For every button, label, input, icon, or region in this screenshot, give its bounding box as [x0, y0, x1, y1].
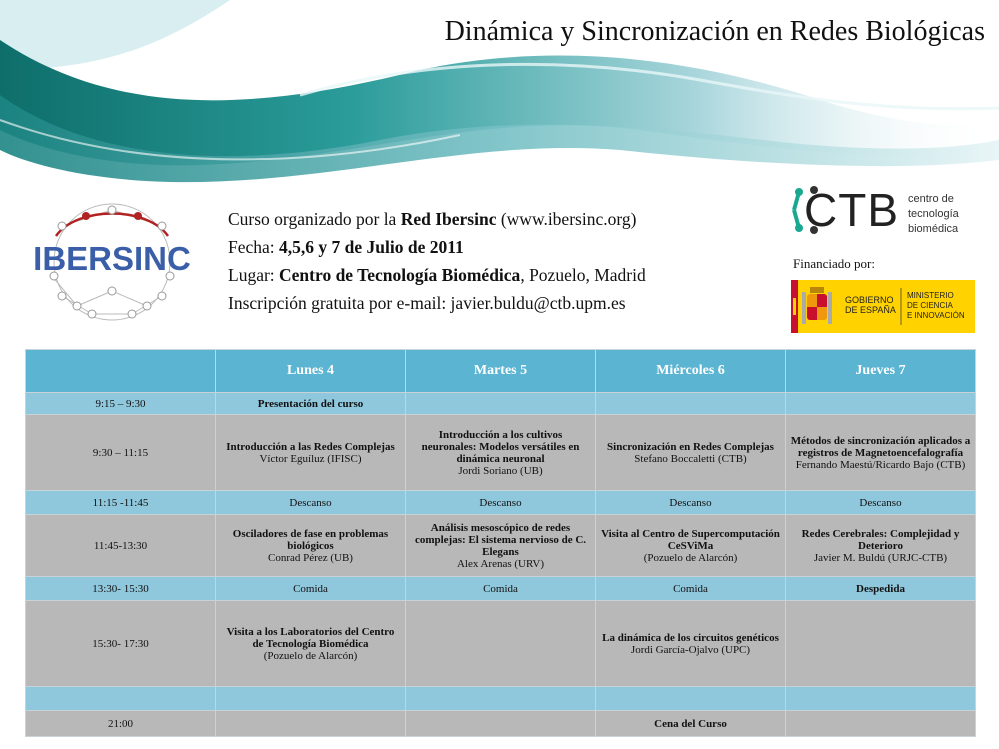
header-day-4: Jueves 7 — [786, 350, 976, 393]
session-cell: Visita a los Laboratorios del Centro de Tecnología Biomédica (Pozuelo de Alarcón) — [216, 601, 406, 687]
svg-text:GOBIERNO: GOBIERNO — [845, 295, 894, 305]
session-cell: Introducción a las Redes Complejas Víctor Eguíluz (IFISC) — [216, 415, 406, 491]
table-row — [26, 515, 976, 577]
session-cell: Redes Cerebrales: Complejidad y Deterioro Javier M. Buldú (URJC-CTB) — [786, 515, 976, 577]
ctb-text-2: tecnología — [908, 208, 959, 220]
empty-cell — [406, 687, 596, 711]
header-day-3: Miércoles 6 — [596, 350, 786, 393]
info-line-organizer: Curso organizado por la Red Ibersinc (www.ibersinc.org) — [228, 209, 637, 229]
session-cell: Cena del Curso — [596, 711, 786, 737]
time-cell: 21:00 — [26, 711, 216, 737]
info-line-date: Fecha: 4,5,6 y 7 de Julio de 2011 — [228, 237, 464, 257]
time-cell: 9:30 – 11:15 — [26, 415, 216, 491]
ctb-mark: CTB — [804, 184, 899, 236]
empty-cell — [786, 711, 976, 737]
empty-cell — [406, 601, 596, 687]
empty-cell — [406, 711, 596, 737]
info-line-place: Lugar: Centro de Tecnología Biomédica, Pozuelo, Madrid — [228, 265, 646, 285]
session-cell: Comida — [596, 577, 786, 601]
time-cell: 9:15 – 9:30 — [26, 393, 216, 415]
course-info — [228, 205, 646, 317]
session-cell: Sincronización en Redes Complejas Stefano Boccaletti (CTB) — [596, 415, 786, 491]
empty-cell — [216, 711, 406, 737]
empty-cell — [216, 687, 406, 711]
empty-cell — [596, 393, 786, 415]
ibersinc-logo — [22, 196, 202, 326]
svg-text:DE ESPAÑA: DE ESPAÑA — [845, 305, 896, 315]
schedule-table — [25, 349, 976, 737]
empty-cell — [786, 393, 976, 415]
ctb-logo — [790, 180, 980, 242]
session-cell: Descanso — [216, 491, 406, 515]
empty-cell — [406, 393, 596, 415]
ibersinc-wordmark: IBERSINC — [33, 240, 191, 277]
financiado-label: Financiado por: — [793, 256, 875, 271]
header-day-2: Martes 5 — [406, 350, 596, 393]
session-cell: Presentación del curso — [216, 393, 406, 415]
empty-cell — [786, 687, 976, 711]
time-cell: 11:45-13:30 — [26, 515, 216, 577]
table-row — [26, 393, 976, 415]
empty-cell — [26, 687, 216, 711]
time-cell: 11:15 -11:45 — [26, 491, 216, 515]
time-cell: 15:30- 17:30 — [26, 601, 216, 687]
gobierno-logo — [791, 280, 975, 333]
table-row — [26, 415, 976, 491]
table-row — [26, 491, 976, 515]
info-line-registration: Inscripción gratuita por e-mail: javier.buldu@ctb.upm.es — [228, 293, 626, 313]
empty-cell — [596, 687, 786, 711]
session-cell: Análisis mesoscópico de redes complejas: El sistema nervioso de C. Elegans Alex Arenas (URV) — [406, 515, 596, 577]
session-cell: La dinámica de los circuitos genéticos Jordi García-Ojalvo (UPC) — [596, 601, 786, 687]
svg-text:MINISTERIO: MINISTERIO — [907, 291, 954, 300]
session-cell: Descanso — [596, 491, 786, 515]
table-row — [26, 601, 976, 687]
session-cell: Comida — [406, 577, 596, 601]
header-day-1: Lunes 4 — [216, 350, 406, 393]
session-cell: Introducción a los cultivos neuronales: Modelos versátiles en dinámica neuronal Jordi Soriano (UB) — [406, 415, 596, 491]
header-time — [26, 350, 216, 393]
session-cell: Visita al Centro de Supercomputación CeSViMa (Pozuelo de Alarcón) — [596, 515, 786, 577]
svg-text:DE CIENCIA: DE CIENCIA — [907, 301, 953, 310]
table-row — [26, 711, 976, 737]
session-cell: Métodos de sincronización aplicados a registros de Magnetoencefalografía Fernando Maestú/Ricardo Bajo (CTB) — [786, 415, 976, 491]
session-cell: Descanso — [786, 491, 976, 515]
session-cell: Descanso — [406, 491, 596, 515]
session-cell: Osciladores de fase en problemas biológicos Conrad Pérez (UB) — [216, 515, 406, 577]
table-header-row — [26, 350, 976, 393]
svg-text:E INNOVACIÓN: E INNOVACIÓN — [907, 311, 965, 320]
time-cell: 13:30- 15:30 — [26, 577, 216, 601]
session-cell: Despedida — [786, 577, 976, 601]
table-row — [26, 577, 976, 601]
empty-cell — [786, 601, 976, 687]
ctb-text-3: biomédica — [908, 223, 959, 235]
session-cell: Comida — [216, 577, 406, 601]
ctb-text-1: centro de — [908, 193, 954, 205]
table-row — [26, 687, 976, 711]
page-title: Dinámica y Sincronización en Redes Biológicas — [444, 16, 985, 47]
